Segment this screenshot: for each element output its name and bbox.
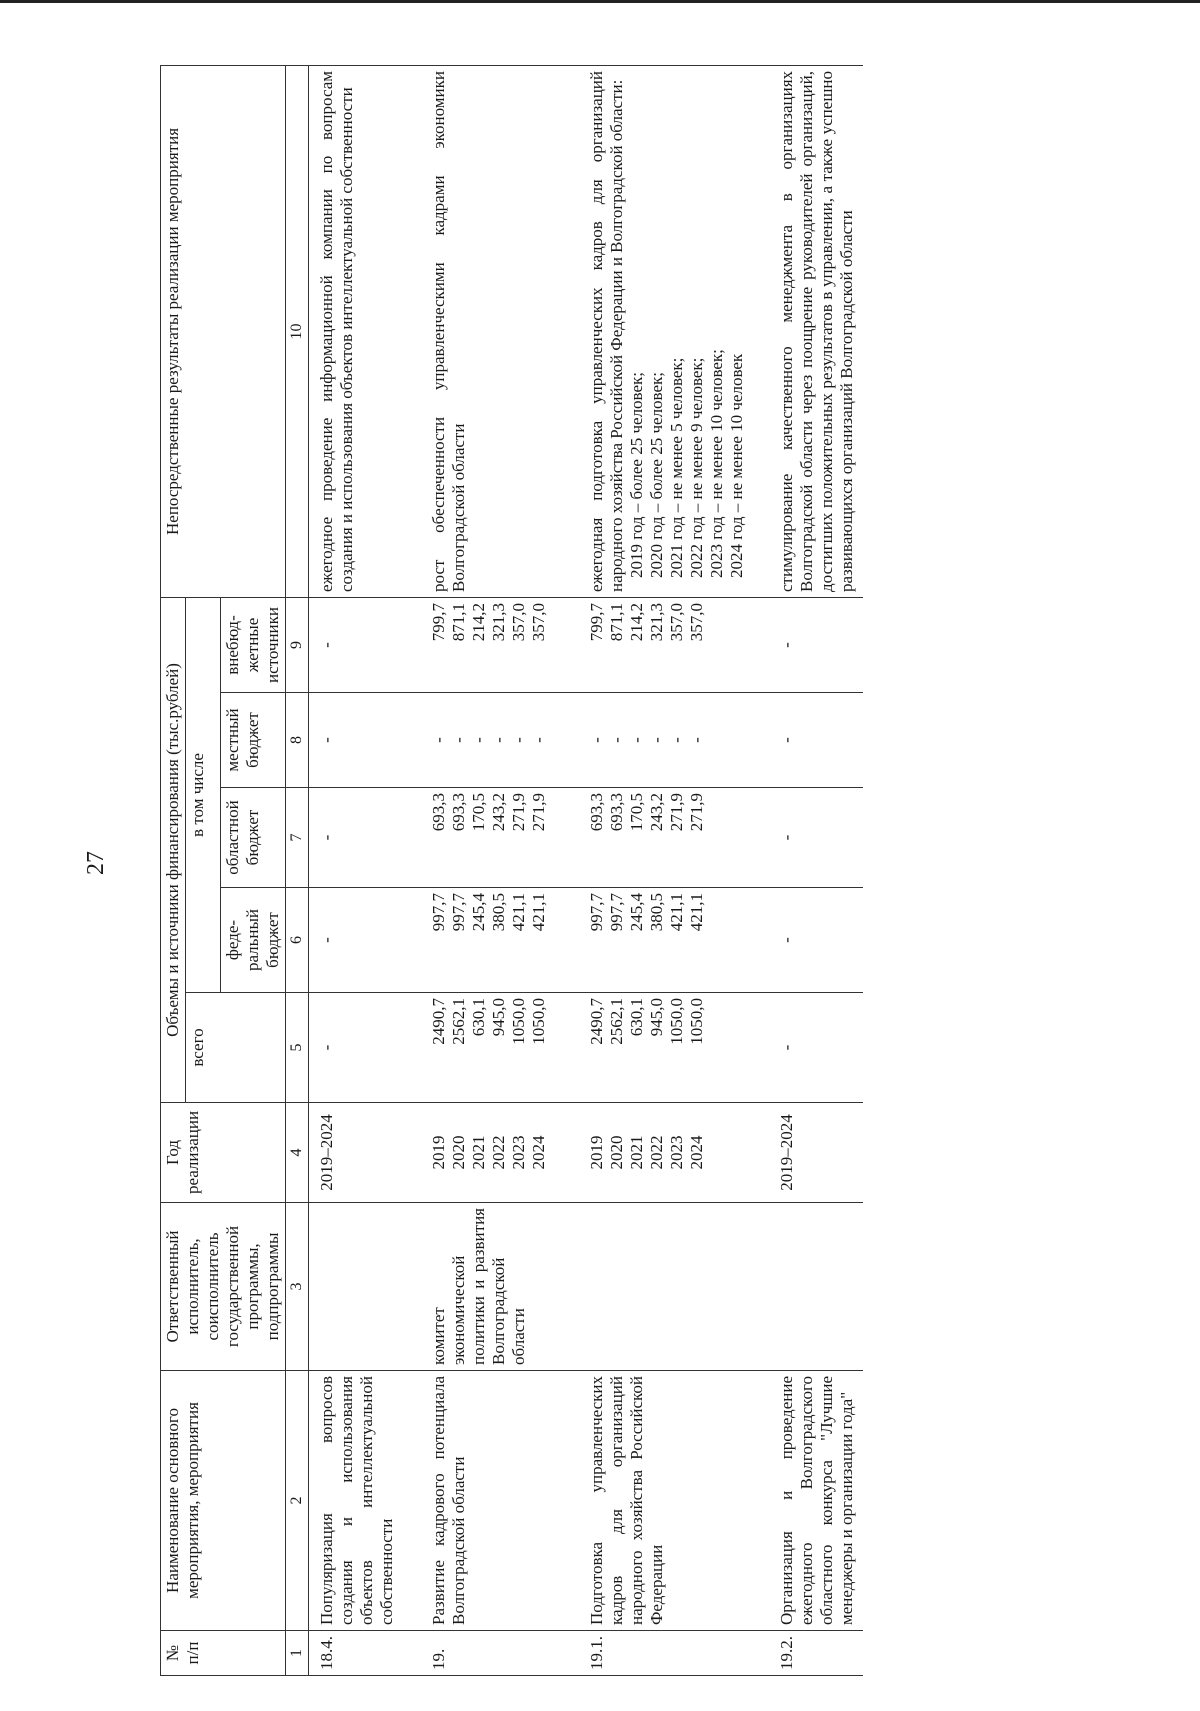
year: 2020	[607, 1135, 626, 1170]
column-number: 8	[286, 693, 309, 788]
total-funding: 630,1	[469, 998, 488, 1037]
total-funding: 1050,0	[529, 998, 548, 1045]
row-number: 19.2.	[773, 1631, 863, 1676]
list-item: 2024 год – не менее 10 человек	[727, 353, 746, 578]
total-funding: 2562,1	[449, 998, 468, 1045]
table-row	[773, 65, 863, 1675]
executor	[309, 1203, 426, 1371]
federal-budget: 421,1	[687, 893, 706, 932]
local-budget: -	[529, 737, 548, 743]
total-funding-list	[425, 993, 583, 1103]
local-budget: -	[773, 693, 863, 788]
extrabudgetary: 321,3	[647, 602, 666, 642]
year: 2020	[449, 1135, 468, 1170]
local-budget: -	[509, 737, 528, 743]
regional-budget: 693,3	[449, 793, 468, 832]
header-extrabudgetary: внебюд-жетные источники	[221, 597, 286, 692]
measure-name: Развитие кадрового потенциала Волгоградской области	[425, 1371, 583, 1631]
executor	[773, 1203, 863, 1371]
page-number: 27	[83, 851, 109, 875]
extrabudgetary: 321,3	[489, 602, 508, 642]
row-number: 19.	[425, 1631, 583, 1676]
list-item: 2022 год – не менее 9 человек;	[687, 357, 706, 578]
local-budget: -	[627, 737, 646, 743]
header-including: в том числе	[186, 597, 221, 992]
column-number: 9	[286, 597, 309, 692]
measure-name: Организация и проведение ежегодного Волгоградского областного конкурса "Лучшие менеджеры и организации года"	[773, 1371, 863, 1631]
local-budget: -	[647, 737, 666, 743]
local-budget: -	[687, 737, 706, 743]
result: ежегодная подготовка управленческих кадров для организаций народного хозяйства Российской Федерации и Волгоградской области:	[587, 70, 626, 592]
extrabudgetary: 214,2	[469, 602, 488, 642]
total-funding: 1050,0	[667, 998, 686, 1045]
row-number: 19.1.	[583, 1631, 773, 1676]
total-funding: 2490,7	[429, 998, 448, 1045]
column-number-row	[286, 65, 309, 1675]
year: 2019–2024	[309, 1103, 426, 1203]
extrabudgetary: 214,2	[627, 602, 646, 642]
regional-budget: 170,5	[627, 793, 646, 832]
total-funding: 2490,7	[587, 998, 606, 1045]
regional-budget: 693,3	[429, 793, 448, 832]
federal-budget: 380,5	[647, 893, 666, 932]
header-total: всего	[186, 993, 286, 1103]
year: 2024	[687, 1135, 706, 1170]
regional-budget: 271,9	[667, 793, 686, 832]
federal-budget: 380,5	[489, 893, 508, 932]
extrabudgetary: 357,0	[529, 602, 548, 642]
executor	[583, 1203, 773, 1371]
total-funding: 630,1	[627, 998, 646, 1037]
extrabudgetary: 871,1	[449, 602, 468, 642]
column-number: 5	[286, 993, 309, 1103]
local-budget: -	[607, 737, 626, 743]
executor: комитет экономической политики и развития Волгоградской области	[425, 1203, 583, 1371]
total-funding: 945,0	[489, 998, 508, 1037]
local-budget: -	[667, 737, 686, 743]
regional-budget: -	[309, 788, 426, 888]
local-budget: -	[449, 737, 468, 743]
local-budget-list	[583, 693, 773, 788]
extrabudgetary: 799,7	[429, 602, 448, 642]
extrabudgetary-list	[425, 597, 583, 692]
extrabudgetary-list	[583, 597, 773, 692]
year: 2022	[489, 1135, 508, 1170]
list-item: 2019 год – более 25 человек;	[627, 371, 646, 578]
column-number: 7	[286, 788, 309, 888]
total-funding: 1050,0	[687, 998, 706, 1045]
federal-budget: 997,7	[607, 893, 626, 932]
result-cell	[583, 65, 773, 597]
column-number: 4	[286, 1103, 309, 1203]
local-budget-list	[425, 693, 583, 788]
regional-budget: 170,5	[469, 793, 488, 832]
federal-budget-list	[583, 888, 773, 993]
local-budget: -	[429, 737, 448, 743]
column-number: 2	[286, 1371, 309, 1631]
table-row	[425, 65, 583, 1675]
year: 2021	[469, 1135, 488, 1170]
header-results: Непосредственные результаты реализации мероприятия	[161, 65, 286, 597]
total-funding-list	[583, 993, 773, 1103]
regional-budget: 243,2	[647, 793, 666, 832]
total-funding: 2562,1	[607, 998, 626, 1045]
regional-budget: 271,9	[509, 793, 528, 832]
header-number: № п/п	[161, 1631, 286, 1676]
federal-budget: 245,4	[627, 893, 646, 932]
year: 2021	[627, 1135, 646, 1170]
regional-budget-list	[425, 788, 583, 888]
year: 2019	[429, 1135, 448, 1170]
column-number: 3	[286, 1203, 309, 1371]
table-header	[161, 65, 309, 1675]
local-budget: -	[587, 737, 606, 743]
extrabudgetary: -	[773, 597, 863, 692]
table-row	[583, 65, 773, 1675]
year: 2023	[509, 1135, 528, 1170]
list-item: 2023 год – не менее 10 человек;	[707, 349, 726, 578]
header-regional-budget: областной бюджет	[221, 788, 286, 888]
year: 2019–2024	[773, 1103, 863, 1203]
federal-budget-list	[425, 888, 583, 993]
header-local-budget: местный бюджет	[221, 693, 286, 788]
column-number: 10	[286, 65, 309, 597]
extrabudgetary: 357,0	[509, 602, 528, 642]
program-measures-table	[160, 65, 863, 1676]
rotated-landscape-content	[0, 3, 1200, 1711]
federal-budget: 997,7	[587, 893, 606, 932]
extrabudgetary: 799,7	[587, 602, 606, 642]
result: стимулирование качественного менеджмента в организациях Волгоградской области через поощрение руководителей организаций, достигших положительных результатов в управлении, а также успешно развивающихся организаций Волгоградской области	[773, 65, 863, 597]
column-number: 6	[286, 888, 309, 993]
local-budget: -	[469, 737, 488, 743]
year-list	[583, 1103, 773, 1203]
measure-name: Популяризация вопросов создания и использования объектов интеллектуальной собственности	[309, 1371, 426, 1631]
header-measure-name: Наименование основного мероприятия, мероприятия	[161, 1371, 286, 1631]
local-budget: -	[309, 693, 426, 788]
list-item: 2020 год – более 25 человек;	[647, 371, 666, 578]
year: 2024	[529, 1135, 548, 1170]
regional-budget: 693,3	[587, 793, 606, 832]
header-funding-group: Объемы и источники финансирования (тыс.рублей)	[161, 597, 186, 1102]
federal-budget: 245,4	[469, 893, 488, 932]
federal-budget: 421,1	[667, 893, 686, 932]
local-budget: -	[489, 737, 508, 743]
measure-name: Подготовка управленческих кадров для организаций народного хозяйства Российской Федерации	[583, 1371, 773, 1631]
federal-budget: 997,7	[429, 893, 448, 932]
regional-budget: 271,9	[529, 793, 548, 832]
result: ежегодное проведение информационной компании по вопросам создания и использования объектов интеллектуальной собственности	[309, 65, 426, 597]
federal-budget: -	[773, 888, 863, 993]
column-number: 1	[286, 1631, 309, 1676]
result-breakdown-list	[627, 71, 747, 592]
year: 2019	[587, 1135, 606, 1170]
row-number: 18.4.	[309, 1631, 426, 1676]
federal-budget: 421,1	[509, 893, 528, 932]
regional-budget: 693,3	[607, 793, 626, 832]
total-funding: 1050,0	[509, 998, 528, 1045]
federal-budget: 421,1	[529, 893, 548, 932]
federal-budget: -	[309, 888, 426, 993]
regional-budget: -	[773, 788, 863, 888]
regional-budget: 243,2	[489, 793, 508, 832]
federal-budget: 997,7	[449, 893, 468, 932]
header-year: Год реализации	[161, 1103, 286, 1203]
total-funding: -	[309, 993, 426, 1103]
extrabudgetary: 357,0	[687, 602, 706, 642]
list-item: 2021 год – не менее 5 человек;	[667, 357, 686, 578]
year-list	[425, 1103, 583, 1203]
header-executor: Ответственный исполнитель, соисполнитель государственной программы, подпрограммы	[161, 1203, 286, 1371]
extrabudgetary: 871,1	[607, 602, 626, 642]
regional-budget: 271,9	[687, 793, 706, 832]
header-federal-budget: феде-ральный бюджет	[221, 888, 286, 993]
total-funding: -	[773, 993, 863, 1103]
result: рост обеспеченности управленческими кадрами экономики Волгоградской области	[425, 65, 583, 597]
table-row	[309, 65, 426, 1675]
total-funding: 945,0	[647, 998, 666, 1037]
extrabudgetary: 357,0	[667, 602, 686, 642]
regional-budget-list	[583, 788, 773, 888]
year: 2022	[647, 1135, 666, 1170]
extrabudgetary: -	[309, 597, 426, 692]
year: 2023	[667, 1135, 686, 1170]
